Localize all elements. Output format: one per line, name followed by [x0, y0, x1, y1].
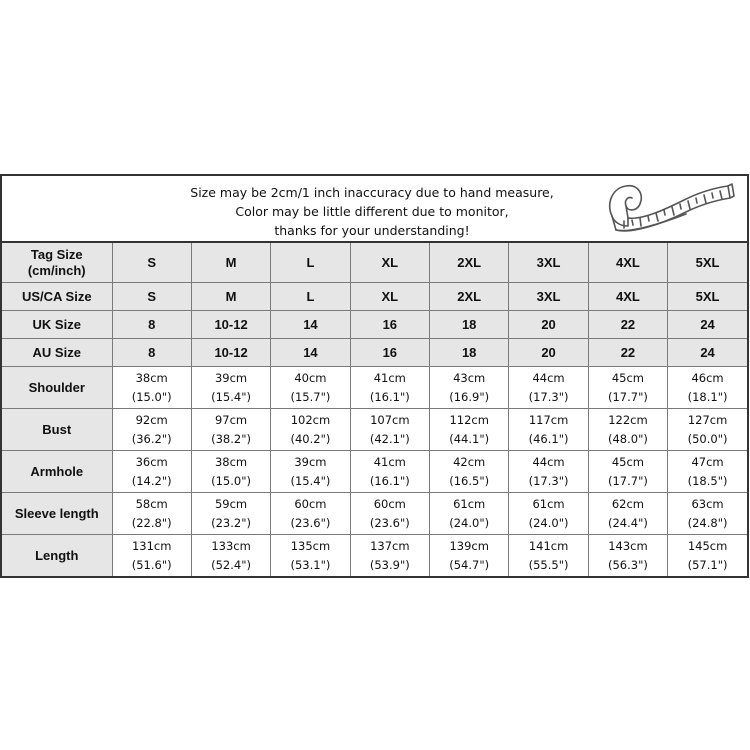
inch-value: (36.2") [131, 431, 172, 446]
inch-value: (17.3") [528, 389, 569, 404]
inch-value: (15.4") [211, 389, 251, 404]
row-label: Length [2, 535, 112, 577]
cm-value: 60cm [294, 496, 327, 511]
row-tag-size [2, 243, 747, 283]
notice-line: Size may be 2cm/1 inch inaccuracy due to hand measure, [190, 185, 554, 200]
inch-value: (16.5") [449, 473, 490, 488]
measurement-cell [509, 409, 588, 451]
row-us-ca-size [2, 283, 747, 311]
measurement-cell [588, 493, 667, 535]
inch-value: (57.1") [687, 557, 728, 572]
row-armhole [2, 451, 747, 493]
measurement-cell [112, 535, 191, 577]
cm-value: 117cm [528, 412, 569, 427]
row-label: Sleeve length [2, 493, 112, 535]
size-chart [0, 174, 749, 578]
measurement-cell [191, 493, 270, 535]
size-cell: 5XL [668, 283, 747, 311]
size-cell: 10-12 [191, 339, 270, 367]
size-notice [2, 176, 747, 243]
inch-value: (46.1") [528, 431, 569, 446]
size-cell: 20 [509, 311, 588, 339]
size-cell: 16 [350, 311, 429, 339]
measurement-cell [350, 409, 429, 451]
inch-value: (17.7") [608, 389, 648, 404]
inch-value: (56.3") [608, 557, 648, 572]
row-length [2, 535, 747, 577]
measurement-cell [112, 409, 191, 451]
cm-value: 107cm [370, 412, 410, 427]
size-cell: 10-12 [191, 311, 270, 339]
size-cell: 3XL [509, 283, 588, 311]
inch-value: (50.0") [687, 431, 728, 446]
measurement-cell [350, 451, 429, 493]
tape-measure-icon [602, 178, 742, 238]
size-cell: M [191, 243, 270, 283]
measurement-cell [668, 451, 747, 493]
measurement-cell [668, 409, 747, 451]
measurement-cell [350, 493, 429, 535]
measurement-cell [430, 493, 509, 535]
cm-value: 38cm [135, 370, 168, 385]
cm-value: 61cm [453, 496, 486, 511]
inch-value: (22.8") [131, 515, 172, 530]
cm-value: 38cm [214, 454, 248, 469]
inch-value: (40.2") [290, 431, 331, 446]
size-cell: 4XL [588, 283, 667, 311]
row-label: Bust [2, 409, 112, 451]
measurement-cell [271, 451, 350, 493]
cm-value: 45cm [611, 454, 645, 469]
inch-value: (16.1") [369, 389, 410, 404]
inch-value: (53.9") [369, 557, 410, 572]
inch-value: (24.4") [608, 515, 648, 530]
cm-value: 141cm [528, 538, 569, 553]
measurement-cell [350, 535, 429, 577]
cm-value: 41cm [373, 454, 406, 469]
row-sleeve-length [2, 493, 747, 535]
inch-value: (51.6") [131, 557, 172, 572]
size-cell: 22 [588, 311, 667, 339]
row-label [2, 243, 112, 283]
inch-value: (23.6") [290, 515, 331, 530]
cm-value: 60cm [373, 496, 406, 511]
row-bust [2, 409, 747, 451]
inch-value: (15.0") [211, 473, 251, 488]
measurement-cell [350, 367, 429, 409]
measurement-cell [430, 367, 509, 409]
cm-value: 135cm [290, 538, 331, 553]
size-cell: L [271, 243, 350, 283]
cm-value: 145cm [687, 538, 728, 553]
size-cell: 18 [430, 339, 509, 367]
inch-value: (16.1") [369, 473, 410, 488]
inch-value: (55.5") [528, 557, 569, 572]
measurement-cell [588, 367, 667, 409]
size-cell: 4XL [588, 243, 667, 283]
cm-value: 42cm [453, 454, 486, 469]
cm-value: 62cm [611, 496, 645, 511]
cm-value: 131cm [131, 538, 172, 553]
inch-value: (17.3") [528, 473, 569, 488]
size-cell: 2XL [430, 283, 509, 311]
measurement-cell [668, 367, 747, 409]
inch-value: (15.4") [290, 473, 331, 488]
cm-value: 44cm [532, 454, 565, 469]
size-cell: 14 [271, 311, 350, 339]
cm-value: 46cm [691, 370, 724, 385]
size-cell: 14 [271, 339, 350, 367]
row-label: US/CA Size [2, 283, 112, 311]
inch-value: (16.9") [449, 389, 490, 404]
inch-value: (38.2") [211, 431, 251, 446]
inch-value: (52.4") [211, 557, 251, 572]
measurement-cell [191, 535, 270, 577]
row-label: Armhole [2, 451, 112, 493]
measurement-cell [668, 535, 747, 577]
measurement-cell [430, 409, 509, 451]
cm-value: 45cm [611, 370, 645, 385]
inch-value: (54.7") [449, 557, 490, 572]
cm-value: 59cm [214, 496, 248, 511]
size-cell: 8 [112, 339, 191, 367]
row-au-size [2, 339, 747, 367]
cm-value: 97cm [214, 412, 248, 427]
size-cell: S [112, 243, 191, 283]
inch-value: (24.0") [528, 515, 569, 530]
cm-value: 133cm [211, 538, 251, 553]
size-cell: 3XL [509, 243, 588, 283]
row-label: AU Size [2, 339, 112, 367]
measurement-cell [271, 367, 350, 409]
inch-value: (17.7") [608, 473, 648, 488]
cm-value: 122cm [608, 412, 648, 427]
measurement-cell [588, 451, 667, 493]
inch-value: (18.1") [687, 389, 728, 404]
measurement-cell [271, 535, 350, 577]
measurement-cell [509, 451, 588, 493]
cm-value: 143cm [608, 538, 648, 553]
inch-value: (15.0") [131, 389, 172, 404]
cm-value: 43cm [453, 370, 486, 385]
cm-value: 137cm [370, 538, 410, 553]
size-cell: 24 [668, 339, 747, 367]
measurement-cell [588, 409, 667, 451]
measurement-cell [668, 493, 747, 535]
cm-value: 40cm [294, 370, 327, 385]
size-cell: 8 [112, 311, 191, 339]
size-cell: 16 [350, 339, 429, 367]
inch-value: (44.1") [449, 431, 490, 446]
inch-value: (18.5") [687, 473, 728, 488]
cm-value: 112cm [449, 412, 489, 427]
size-cell: S [112, 283, 191, 311]
cm-value: 36cm [135, 454, 168, 469]
cm-value: 39cm [294, 454, 327, 469]
cm-value: 58cm [135, 496, 168, 511]
size-cell: L [271, 283, 350, 311]
row-label: UK Size [2, 311, 112, 339]
inch-value: (15.7") [290, 389, 331, 404]
cm-value: 41cm [373, 370, 406, 385]
inch-value: (23.2") [211, 515, 251, 530]
inch-value: (23.6") [369, 515, 410, 530]
measurement-cell [112, 451, 191, 493]
size-cell: M [191, 283, 270, 311]
measurement-cell [509, 493, 588, 535]
size-cell: 24 [668, 311, 747, 339]
measurement-cell [112, 493, 191, 535]
measurement-cell [588, 535, 667, 577]
row-label: Shoulder [2, 367, 112, 409]
cm-value: 61cm [532, 496, 565, 511]
notice-line: Color may be little different due to monitor, [235, 204, 509, 219]
measurement-cell [271, 409, 350, 451]
label-line: Tag Size [30, 246, 83, 262]
cm-value: 102cm [290, 412, 331, 427]
size-table [2, 243, 747, 576]
inch-value: (48.0") [608, 431, 648, 446]
cm-value: 44cm [532, 370, 565, 385]
inch-value: (53.1") [290, 557, 331, 572]
measurement-cell [509, 535, 588, 577]
row-uk-size [2, 311, 747, 339]
cm-value: 47cm [691, 454, 724, 469]
measurement-cell [430, 535, 509, 577]
cm-value: 139cm [449, 538, 489, 553]
size-cell: 2XL [430, 243, 509, 283]
cm-value: 39cm [214, 370, 248, 385]
inch-value: (24.0") [449, 515, 490, 530]
notice-text [142, 183, 602, 240]
size-cell: 5XL [668, 243, 747, 283]
inch-value: (14.2") [131, 473, 172, 488]
measurement-cell [191, 451, 270, 493]
cm-value: 92cm [135, 412, 168, 427]
inch-value: (24.8") [687, 515, 728, 530]
measurement-cell [271, 493, 350, 535]
cm-value: 127cm [687, 412, 728, 427]
measurement-cell [191, 367, 270, 409]
measurement-cell [191, 409, 270, 451]
measurement-cell [112, 367, 191, 409]
measurement-cell [509, 367, 588, 409]
label-line: (cm/inch) [27, 262, 86, 278]
size-cell: XL [350, 283, 429, 311]
measurement-cell [430, 451, 509, 493]
size-cell: 18 [430, 311, 509, 339]
cm-value: 63cm [691, 496, 724, 511]
notice-line: thanks for your understanding! [274, 223, 470, 238]
row-shoulder [2, 367, 747, 409]
size-cell: 20 [509, 339, 588, 367]
inch-value: (42.1") [369, 431, 410, 446]
size-cell: XL [350, 243, 429, 283]
size-cell: 22 [588, 339, 667, 367]
